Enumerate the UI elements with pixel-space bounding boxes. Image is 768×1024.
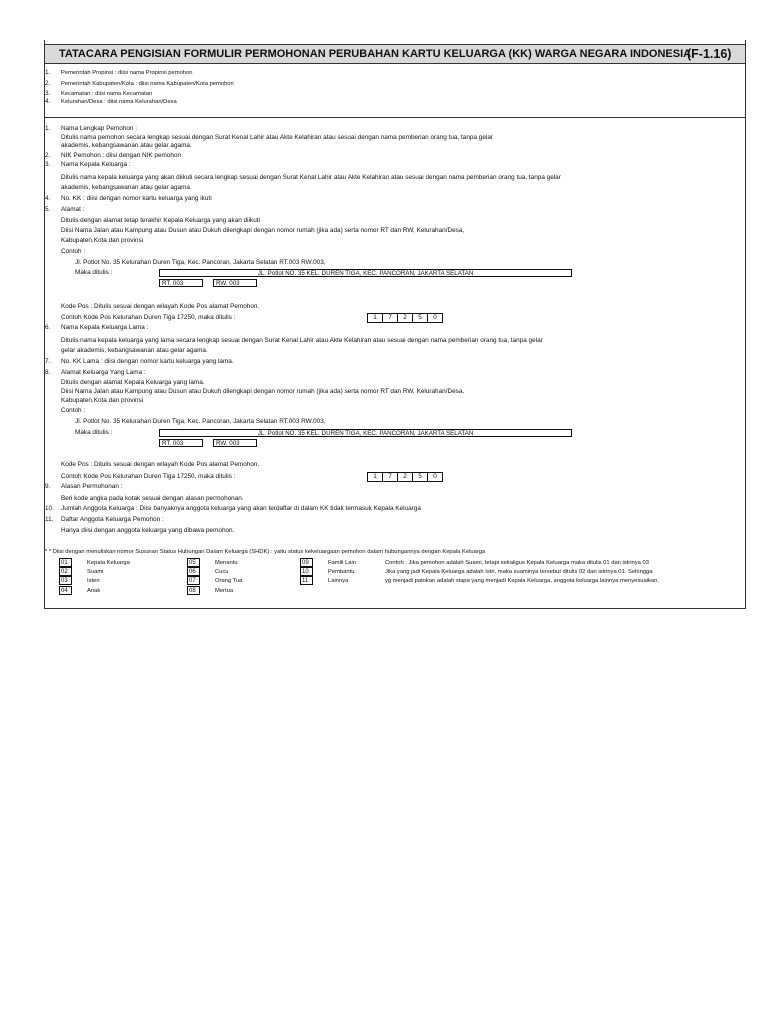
shdk-code: 11 [300, 576, 313, 585]
section-divider [45, 117, 745, 118]
shdk-code: 01 [59, 558, 72, 567]
item1-line2: akademis, kebangsawanan atau gelar agama. [61, 142, 192, 149]
shdk-code: 07 [187, 576, 200, 585]
item5-head: Alamat : [61, 206, 85, 213]
item9-head: Alasan Permohonan : [61, 483, 123, 490]
form-code: (F-1.16) [687, 47, 732, 61]
shdk-label: Orang Tua [215, 578, 243, 584]
postal-digit: 5 [413, 473, 428, 481]
page-title: TATACARA PENGISIAN FORMULIR PERMOHONAN PERUBAHAN KARTU KELUARGA (KK) WARGA NEGARA INDONESIA [59, 48, 692, 60]
item3-head: Nama Kepala Keluarga : [61, 161, 131, 168]
item8-rt-box: RT. 003 [159, 439, 203, 447]
item4-head: No. KK : diisi dengan nomor kartu keluarga yang ikuti [61, 195, 212, 202]
s1-num-1: 1. [45, 69, 51, 76]
shdk-code: 10 [300, 567, 313, 576]
item5-maka: Maka ditulis : [75, 269, 113, 276]
item2-head: NIK Pemohon : diisi dengan NIK pemohon [61, 152, 182, 159]
item3-line2: akademis, kebangsawanan atau gelar agama. [61, 184, 192, 191]
item5-rw-box: RW. 003 [213, 279, 257, 287]
shdk-label: Famili Lain [328, 560, 357, 566]
s1-line-4: Kelurahan/Desa : diisi nama Kelurahan/Desa [61, 99, 177, 105]
item1-head: Nama Lengkap Pemohon : [61, 125, 138, 132]
item10-head: Jumlah Anggota Keluarga : Diisi banyaknya anggota keluarga yang akan terdaftar di dalam KK tidak termasuk Kepala Keluarga [61, 505, 421, 512]
item8-line2: Diisi Nama Jalan atau Kampung atau Dusun atau Dukuh dilengkapi dengan nomor rumah (jika ada) serta nomor RT dan RW, Kelurahan/Desa, [61, 388, 465, 395]
item6-line2: gelar akademis, kebangsawanan atau gelar agama. [61, 347, 208, 354]
item8-head: Alamat Keluarga Yang Lama : [61, 369, 146, 376]
shdk-code: 02 [59, 567, 72, 576]
s1-line-3: Kecamatan : diisi nama Kecamatan [61, 91, 153, 97]
item10-num: 10. [45, 505, 54, 512]
shdk-label: Suami [87, 569, 104, 575]
shdk-code: 04 [59, 586, 72, 595]
item5-line3: Kabupaten.Kota dan provinsi [61, 237, 144, 244]
shdk-label: Pembantu [328, 569, 355, 575]
shdk-label: Menantu [215, 560, 238, 566]
shdk-label: Kepala Keluarga [87, 560, 130, 566]
item8-postal-digits [367, 472, 443, 482]
item11-line1: Hanya diisi dengan anggota keluarga yang dibawa pemohon. [61, 527, 235, 534]
item3-line1: Ditulis nama kepala keluarga yang akan diikuti secara lengkap sesuai dengan Surat Kenal Lahir atau Akte Kelahiran atau sesuai dengan nama pemberian orang tua, tanpa gelar [61, 174, 561, 181]
item6-line1: Ditulis nama kepala keluarga yang lama secara lengkap sesuai dengan Surat Kenal Lahir atau Akte Kelahiran atau sesuai dengan nama pemberian orang tua, tanpa gelar [61, 337, 543, 344]
item6-num: 6. [45, 324, 51, 331]
item5-line2: Diisi Nama Jalan atau Kampung atau Dusun atau Dukuh dilengkapi dengan nomor rumah (jika ada) serta nomor RT dan RW, Kelurahan/Desa, [61, 227, 465, 234]
shdk-code: 03 [59, 576, 72, 585]
s1-line-1: Pemerintah Propinsi : diisi nama Propinsi pemohon [61, 70, 193, 76]
item7-head: No. KK Lama : diisi dengan nomor kartu keluarga yang lama. [61, 358, 234, 365]
shdk-label: Isteri [87, 578, 100, 584]
item6-head: Nama Kepala Keluarga Lama : [61, 324, 149, 331]
item9-line1: Beri kode angka pada kotak sesuai dengan alasan permohonan. [61, 495, 244, 502]
item5-contoh: Contoh : [61, 248, 86, 255]
item5-num: 5. [45, 206, 51, 213]
item5-example: Jl. Potlot No. 35 Kelurahan Duren Tiga, Kec. Pancoran, Jakarta Selatan RT.003 RW.003, [75, 259, 326, 266]
item8-line1: Ditulis dengan alamat Kepala Keluarga yang lama. [61, 379, 205, 386]
item1-line1: Ditulis nama pemohon secara lengkap sesuai dengan Surat Kenal Lahir atau Akte Kelahiran atau sesuai dengan nama pemberian orang tua, tanpa gelar [61, 134, 494, 141]
s1-num-3: 3. [45, 90, 51, 97]
postal-digit: 7 [383, 473, 398, 481]
item5-address-box: JL. Potlot NO. 35 KEL. DUREN TIGA, KEC. PANCORAN, JAKARTA SELATAN [159, 269, 572, 277]
item8-line3: Kabupaten.Kota dan provinsi [61, 397, 144, 404]
item5-kodepos-example: Contoh Kode Pos Kelurahan Duren Tiga 17250, maka ditulis : [61, 314, 236, 321]
shdk-label: Lainnya [328, 578, 349, 584]
item8-contoh: Contoh : [61, 407, 86, 414]
item8-kodepos-example: Contoh Kode Pos Kelurahan Duren Tiga 17250, maka ditulis : [61, 473, 236, 480]
shdk-code: 08 [187, 586, 200, 595]
shdk-code: 06 [187, 567, 200, 576]
postal-digit: 7 [383, 314, 398, 322]
item1-num: 1. [45, 125, 51, 132]
item8-example: Jl. Potlot No. 35 Kelurahan Duren Tiga, Kec. Pancoran, Jakarta Selatan RT.003 RW.003, [75, 418, 326, 425]
postal-digit: 0 [433, 314, 437, 321]
item9-num: 9. [45, 483, 51, 490]
shdk-example-2: Jika yang jadi Kepala Keluarga adalah Istri, maka suaminya tersebut ditulis 02 dan istrinya 01. Sehingga [385, 569, 653, 575]
item11-num: 11. [45, 516, 54, 523]
form-frame [44, 40, 746, 609]
s1-num-4: 4. [45, 98, 51, 105]
s1-num-2: 2. [45, 80, 51, 87]
s1-line-2: Pemerintah Kabupaten/Kota : diisi nama Kabupaten/Kota pemohon [61, 81, 234, 87]
postal-digit: 1 [368, 314, 383, 322]
shdk-code: 09 [300, 558, 313, 567]
item2-num: 2. [45, 152, 51, 159]
item11-head: Daftar Anggota Keluarga Pemohon : [61, 516, 164, 523]
item5-rt-box: RT. 003 [159, 279, 203, 287]
postal-digit: 1 [368, 473, 383, 481]
item8-kodepos: Kode Pos : Ditulis sesuai dengan wilayah Kode Pos alamat Pemohon. [61, 461, 260, 468]
postal-digit: 5 [413, 314, 428, 322]
item5-kodepos: Kode Pos : Ditulis sesuai dengan wilayah Kode Pos alamat Pemohon. [61, 303, 260, 310]
shdk-label: Anak [87, 588, 101, 594]
title-bar [45, 44, 745, 64]
item5-line1: Ditulis dengan alamat tetap terakhir Kepala Keluarga yang akan diikuti [61, 217, 260, 224]
postal-digit: 2 [398, 473, 413, 481]
item5-postal-digits [367, 313, 443, 323]
shdk-example-1: Contoh : Jika pemohon adalah Suami, tetapi sekaligus Kepala Keluarga maka ditulis 01 dan istrinya 03 [385, 560, 649, 566]
shdk-label: Mertua [215, 588, 234, 594]
postal-digit: 0 [433, 473, 437, 480]
shdk-example-3: yg menjadi patokan adalah siapa yang menjadi Kepala Keluarga, anggota keluarga lainnya menyesuaikan. [385, 578, 659, 584]
shdk-code: 05 [187, 558, 200, 567]
shdk-note: * * Diisi dengan menuliskan nomor Susunan Status Hubungan Dalam Keluarga (SHDK) : yaitu status kekeluargaan pemohon dalam hubungannya dengan Kepala Keluarga [45, 549, 486, 555]
item4-num: 4. [45, 195, 51, 202]
item8-num: 8. [45, 369, 51, 376]
shdk-label: Cucu [215, 569, 229, 575]
item3-num: 3. [45, 161, 51, 168]
item8-rw-box: RW. 003 [213, 439, 257, 447]
item8-address-box: JL. Potlot NO. 35 KEL. DUREN TIGA, KEC. PANCORAN, JAKARTA SELATAN [159, 429, 572, 437]
item8-maka: Maka ditulis : [75, 429, 113, 436]
item7-num: 7. [45, 358, 51, 365]
postal-digit: 2 [398, 314, 413, 322]
